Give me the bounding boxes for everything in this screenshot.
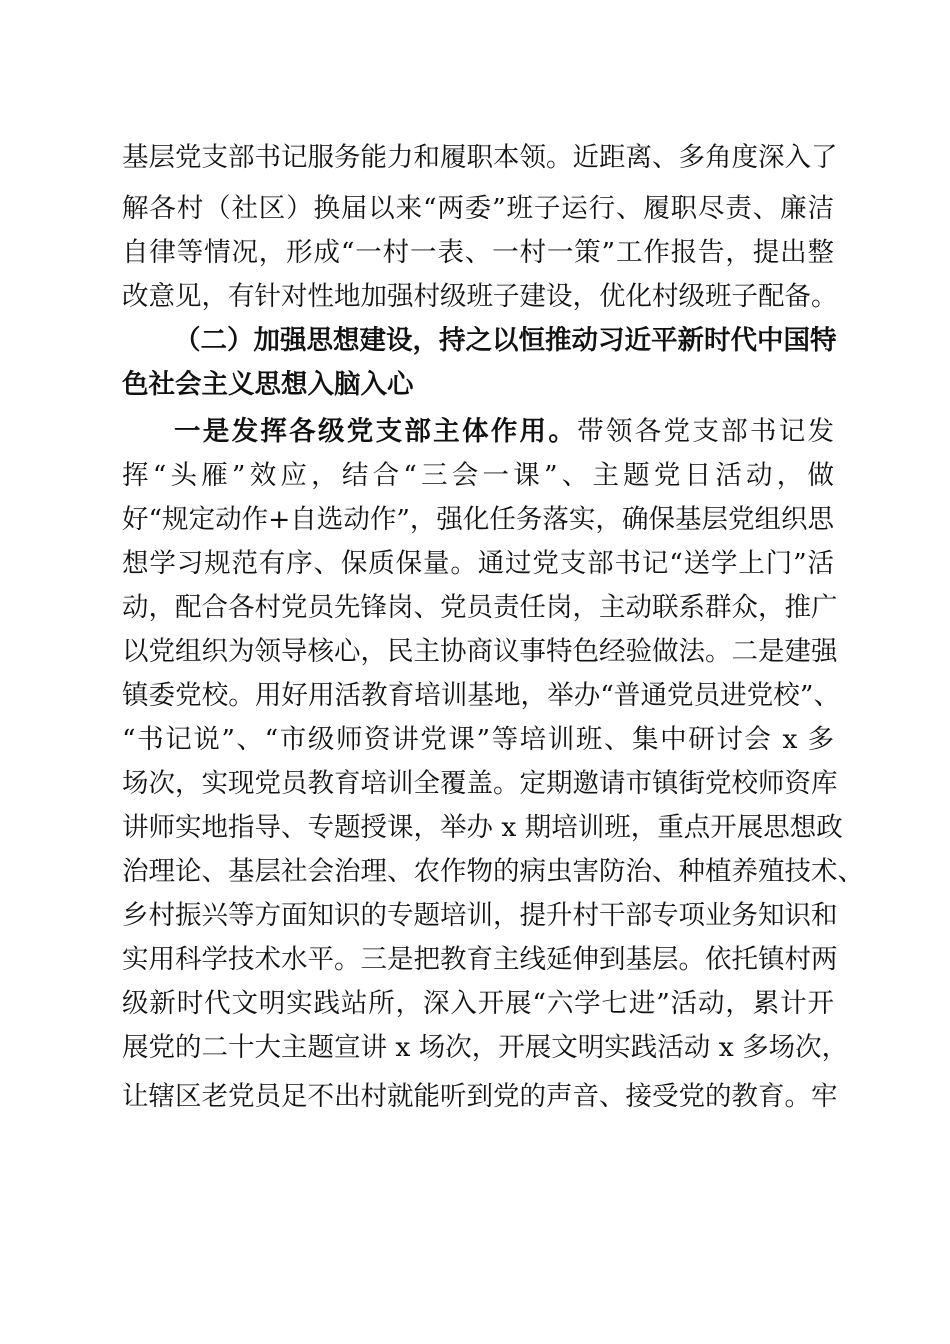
paragraph-line-22: 让辖区老党员足不出村就能听到党的声音、接受党的教育。牢 [122, 1081, 838, 1112]
paragraph-line-13: 镇委党校。用好用活教育培训基地，举办“普通党员进党校”、 [122, 680, 840, 711]
paragraph-first-line [174, 410, 834, 454]
paragraph-line-4: 改意见，有针对性地加强村级班子建设，优化村级班子配备。 [122, 281, 838, 312]
lead-phrase: 一是发挥各级党支部主体作用。 [174, 416, 578, 447]
paragraph-line-10: 想学习规范有序、保质保量。通过党支部书记“送学上门”活 [122, 548, 834, 579]
paragraph-line-9: 好“规定动作+自选动作”，强化任务落实，确保基层党组织思 [122, 504, 834, 535]
section-heading-line-1: （二）加强思想建设，持之以恒推动习近平新时代中国特 [174, 325, 837, 356]
paragraph-line-20: 级新时代文明实践站所，深入开展“六学七进”活动，累计开 [122, 988, 834, 1019]
paragraph-line-3: 自律等情况，形成“一村一表、一村一策”工作报告，提出整 [122, 237, 834, 268]
paragraph-line-18: 乡村振兴等方面知识的专题培训，提升村干部专项业务知识和 [122, 900, 838, 931]
paragraph-line-2: 解各村（社区）换届以来“两委”班子运行、履职尽责、廉洁 [122, 193, 834, 224]
paragraph-line-12: 以党组织为领导核心，民主协商议事特色经验做法。二是建强 [122, 636, 838, 667]
section-heading-line-2: 色社会主义思想入脑入心 [122, 369, 414, 400]
paragraph-line-19: 实用科学技术水平。三是把教育主线延伸到基层。依托镇村两 [122, 944, 838, 975]
paragraph-line-1: 基层党支部书记服务能力和履职本领。近距离、多角度深入了 [122, 142, 838, 173]
paragraph-line-16: 讲师实地指导、专题授课，举办 x 期培训班，重点开展思想政 [122, 812, 843, 843]
paragraph-line-14: “书记说”、“市级师资讲党课”等培训班、集中研讨会 x 多 [122, 724, 834, 755]
paragraph-line-15: 场次，实现党员教育培训全覆盖。定期邀请市镇街党校师资库 [122, 768, 838, 799]
paragraph-first-line-rest: 带领各党支部书记发 [577, 416, 835, 447]
paragraph-line-11: 动，配合各村党员先锋岗、党员责任岗，主动联系群众，推广 [122, 592, 838, 623]
paragraph-line-17: 治理论、基层社会治理、农作物的病虫害防治、种植养殖技术、 [122, 856, 864, 887]
paragraph-line-21: 展党的二十大主题宣讲 x 场次，开展文明实践活动 x 多场次， [122, 1032, 849, 1063]
paragraph-line-8: 挥“头雁”效应，结合“三会一课”、主题党日活动，做 [122, 460, 834, 491]
